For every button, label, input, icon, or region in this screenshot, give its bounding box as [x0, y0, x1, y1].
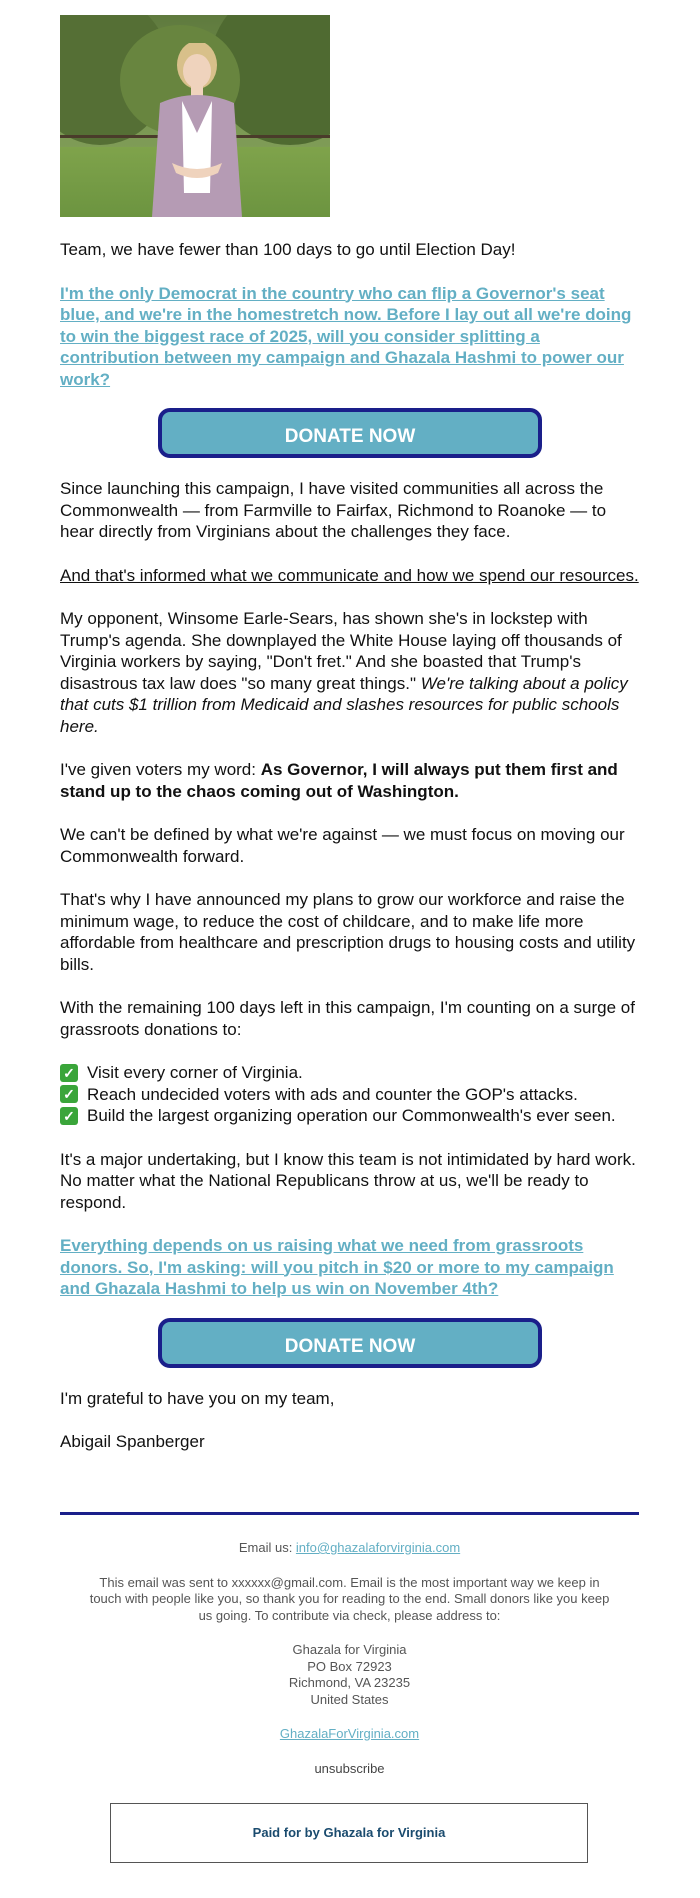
campaign-paragraph: Since launching this campaign, I have visited communities all across the Commonwealth — from Farmville to Fairfax, Richmond to Roanoke — to hear directly from Virginians about the challenges they face. [60, 479, 607, 541]
candidate-photo [60, 15, 330, 217]
intro-text: Team, we have fewer than 100 days to go until Election Day! [60, 240, 516, 259]
goals-checklist [60, 1062, 640, 1127]
undertaking-paragraph: It's a major undertaking, but I know this team is not intimidated by hard work. No matter what the National Republicans throw at us, we'll be ready to respond. [60, 1149, 636, 1212]
email-link[interactable]: info@ghazalaforvirginia.com [295, 1540, 461, 1555]
donate-now-button-2[interactable]: DONATE NOW [158, 1318, 542, 1368]
address-line: Ghazala for Virginia [292, 1642, 407, 1657]
opponent-paragraph [60, 608, 640, 737]
list-item [60, 1062, 640, 1084]
website-link[interactable]: GhazalaForVirginia.com [279, 1726, 420, 1741]
address-line: PO Box 72923 [307, 1658, 392, 1674]
address-line: Richmond, VA 23235 [288, 1675, 411, 1690]
resources-paragraph: And that's informed what we communicate and how we spend our resources. [60, 565, 639, 585]
donation-ask-link-2[interactable]: Everything depends on us raising what we need from grassroots donors. So, I'm asking: will you pitch in $20 or more to my campaign and Ghazala Hashmi to help us win on November 4th? [60, 1236, 614, 1298]
list-item-text: Build the largest organizing operation our Commonwealth's ever seen. [87, 1106, 616, 1125]
footer [60, 1540, 639, 1777]
footer-email-line [60, 1540, 639, 1557]
promise-text: I've given voters my word: [60, 760, 261, 779]
check-mark-icon: ✓ [60, 1085, 78, 1103]
promise-bold-text: As Governor, I will always put them first and stand up to the chaos coming out of Washington. [60, 760, 618, 801]
opponent-text: My opponent, Winsome Earle-Sears, has shown she's in lockstep with Trump's agenda. She downplayed the White House laying off thousands of Virginia workers by saying, "Don't fret." And she boasted that Trump's disastrous tax law does "so many great things." [60, 609, 622, 693]
paid-for-disclaimer: Paid for by Ghazala for Virginia [110, 1803, 588, 1863]
forward-paragraph: We can't be defined by what we're against — we must focus on moving our Commonwealth forward. [60, 825, 625, 866]
list-item [60, 1084, 640, 1106]
mailing-address [60, 1642, 639, 1708]
closing-text: I'm grateful to have you on my team, [60, 1388, 335, 1408]
donation-ask-link-1[interactable]: I'm the only Democrat in the country who can flip a Governor's seat blue, and we're in the homestretch now. Before I lay out all we're doing to win the biggest race of 2025, will you consider splitting a contribution between my campaign and Ghazala Hashmi to power our work? [60, 283, 632, 389]
person-figure [142, 43, 252, 217]
surge-paragraph: With the remaining 100 days left in this campaign, I'm counting on a surge of grassroots donations to: [60, 998, 635, 1039]
address-line: United States [310, 1691, 389, 1707]
check-mark-icon: ✓ [60, 1064, 78, 1082]
footer-notice: This email was sent to xxxxxx@gmail.com. Email is the most important way we keep in touch with people like you, so thank you for reading to the end. Small donors like you keep us going. To contribute via check, please address to: [89, 1574, 610, 1623]
opponent-italic-text: We're talking about a policy that cuts $1 trillion from Medicaid and slashes resources for public schools here. [60, 673, 628, 736]
check-mark-icon: ✓ [60, 1107, 78, 1125]
list-item [60, 1105, 640, 1127]
email-label: Email us: [238, 1540, 296, 1555]
promise-paragraph [60, 759, 640, 802]
list-item-text: Visit every corner of Virginia. [87, 1063, 303, 1082]
footer-divider [60, 1512, 639, 1515]
list-item-text: Reach undecided voters with ads and counter the GOP's attacks. [87, 1084, 578, 1104]
donate-now-button-1[interactable]: DONATE NOW [158, 408, 542, 458]
signature: Abigail Spanberger [60, 1432, 205, 1451]
unsubscribe-link[interactable]: unsubscribe [314, 1760, 385, 1776]
email-content [60, 15, 640, 1475]
plans-paragraph: That's why I have announced my plans to grow our workforce and raise the minimum wage, to reduce the cost of childcare, and to make life more affordable from healthcare and prescription drugs to housing costs and utility bills. [60, 890, 636, 974]
